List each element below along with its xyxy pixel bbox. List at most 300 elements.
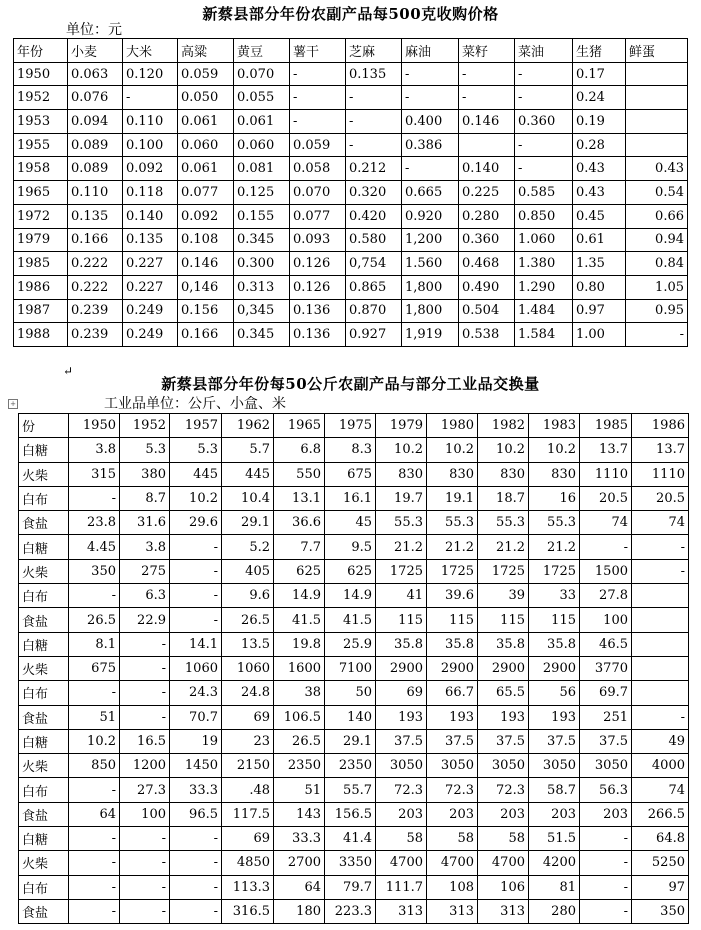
table2-title: 新蔡县部分年份每50公斤农副产品与部分工业品交换量 [161,375,540,393]
table-cell: 0.850 [515,204,573,228]
header-cell: 1985 [580,414,632,438]
header-cell: 生猪 [573,39,626,63]
table-cell: 1725 [376,559,427,583]
table-cell: 5.2 [222,535,274,559]
table-cell: 23 [222,729,274,753]
table-cell: 2900 [529,656,580,680]
table-cell: 14.9 [325,584,376,608]
header-row [19,414,689,438]
table-cell: 37.5 [529,729,580,753]
table-cell: 0.063 [68,62,123,86]
table-cell: 21.2 [427,535,478,559]
table-cell: 0.95 [626,299,688,323]
table-cell: 0.43 [626,157,688,181]
header-cell: 1965 [274,414,325,438]
table-cell: 27.8 [580,584,632,608]
table-cell: 0.665 [402,181,459,205]
table-cell: 1110 [580,462,632,486]
table-cell: 1.584 [515,323,573,347]
row-label-cell: 食盐 [19,802,69,826]
table-cell: 0.089 [68,133,123,157]
table-cell: 0.059 [178,62,234,86]
table-cell: 1.060 [515,228,573,252]
table-cell: 41.5 [325,608,376,632]
table-cell: 1450 [170,754,222,778]
table-cell: 38 [274,681,325,705]
table-cell: - [632,559,689,583]
table-cell: - [69,827,120,851]
table-cell: 72.3 [376,778,427,802]
table-cell: 111.7 [376,875,427,899]
table-cell: - [515,157,573,181]
table-cell: 51 [274,778,325,802]
table-cell: 2700 [274,851,325,875]
table-cell: 445 [170,462,222,486]
table-cell: 20.5 [632,486,689,510]
table-cell: - [170,851,222,875]
table-cell: 0.146 [178,252,234,276]
table-cell: 35.8 [478,632,529,656]
table-cell: 4700 [376,851,427,875]
table-cell: 625 [325,559,376,583]
table-cell: 58 [427,827,478,851]
header-cell: 芝麻 [346,39,402,63]
table-cell: 0.059 [290,133,346,157]
table-cell: 1,200 [402,228,459,252]
table-cell: 0.360 [515,110,573,134]
header-cell: 黄豆 [234,39,290,63]
table-cell: 0.155 [234,204,290,228]
row-label-cell: 火柴 [19,754,69,778]
table-cell: 2150 [222,754,274,778]
table-cell: 1600 [274,656,325,680]
row-label-cell: 食盐 [19,511,69,535]
table-row [19,656,689,680]
header-cell: 麻油 [402,39,459,63]
table-cell: 3050 [580,754,632,778]
table-cell: 10.2 [376,438,427,462]
table-cell: 41.4 [325,827,376,851]
row-label-cell: 白糖 [19,438,69,462]
table-cell: 26.5 [222,608,274,632]
table-cell: 0.239 [68,323,123,347]
row-label-cell: 1965 [14,181,68,205]
table-cell: 66.7 [427,681,478,705]
table-cell: 46.5 [580,632,632,656]
table-cell: .48 [222,778,274,802]
table-cell: 58.7 [529,778,580,802]
table-cell: 33 [529,584,580,608]
table-cell: 10.2 [478,438,529,462]
table-cell: 0.320 [346,181,402,205]
table-cell [632,656,689,680]
table-cell: 55.3 [478,511,529,535]
row-label-cell: 食盐 [19,705,69,729]
table-cell: 1500 [580,559,632,583]
table-cell: 0.125 [234,181,290,205]
header-cell: 1980 [427,414,478,438]
table-cell: 96.5 [170,802,222,826]
table-cell: 0.54 [626,181,688,205]
table-cell: 3050 [529,754,580,778]
table-cell: - [170,608,222,632]
table-cell: - [120,705,170,729]
table-cell: 24.8 [222,681,274,705]
table-cell: 79.7 [325,875,376,899]
table-cell: 58 [376,827,427,851]
table-cell: - [515,86,573,110]
table-cell: 50 [325,681,376,705]
table-row [14,133,688,157]
table-cell: 81 [529,875,580,899]
table-cell: 0.280 [459,204,515,228]
row-label-cell: 1987 [14,299,68,323]
table-cell: 72.3 [478,778,529,802]
table-cell: 69 [222,827,274,851]
table-cell: - [402,86,459,110]
table-cell: 0.239 [68,299,123,323]
table-cell: 37.5 [427,729,478,753]
table-cell: 0,345 [234,299,290,323]
table-cell: 0.110 [123,110,178,134]
table-cell: 64 [274,875,325,899]
table-cell: - [290,86,346,110]
table-row [14,252,688,276]
table-cell: 41.5 [274,608,325,632]
table-cell: 0.100 [123,133,178,157]
table-cell: 1060 [170,656,222,680]
table-cell: 9.5 [325,535,376,559]
table-row [19,559,689,583]
table-cell: 55.3 [376,511,427,535]
table-cell: 65.5 [478,681,529,705]
table-cell: 0.060 [178,133,234,157]
table-cell: 0.84 [626,252,688,276]
table-row [14,181,688,205]
header-cell: 大米 [123,39,178,63]
table-cell: 69 [376,681,427,705]
table-cell: 0.313 [234,275,290,299]
table-cell: 45 [325,511,376,535]
table-cell: 0.070 [290,181,346,205]
table-cell: 4.45 [69,535,120,559]
table-cell: 39 [478,584,529,608]
table-row [19,511,689,535]
table-cell [632,632,689,656]
header-cell: 菜籽 [459,39,515,63]
header-cell: 1983 [529,414,580,438]
table-cell: 39.6 [427,584,478,608]
table-cell: 0.225 [459,181,515,205]
table-cell: 193 [478,705,529,729]
table-cell: 280 [529,899,580,923]
table-cell: - [120,632,170,656]
table-cell: - [346,86,402,110]
table-cell: 0.222 [68,275,123,299]
table-row [14,86,688,110]
table-cell: 850 [69,754,120,778]
table-cell: - [69,778,120,802]
table-cell: 18.7 [478,486,529,510]
table-row [14,299,688,323]
table-row [14,275,688,299]
row-label-cell: 白糖 [19,827,69,851]
table-cell: 5.3 [120,438,170,462]
table-cell: 350 [69,559,120,583]
table-cell: 313 [376,899,427,923]
row-label-cell: 白布 [19,681,69,705]
table-row [14,62,688,86]
table-cell: 1725 [427,559,478,583]
table-cell [626,133,688,157]
table-row [19,584,689,608]
row-label-cell: 1955 [14,133,68,157]
table-row [19,535,689,559]
table-cell: 74 [632,511,689,535]
table-cell: - [459,86,515,110]
table-cell: 0.504 [459,299,515,323]
table-row [19,462,689,486]
table-cell: 0.43 [573,181,626,205]
table-cell: 0.227 [123,252,178,276]
table-cell: - [69,899,120,923]
table-cell: - [69,875,120,899]
table-cell: 0.126 [290,252,346,276]
table-cell: 51.5 [529,827,580,851]
table-cell: 0,146 [178,275,234,299]
table-cell: 69 [222,705,274,729]
table-cell: 1,800 [402,275,459,299]
row-label-cell: 火柴 [19,559,69,583]
table-cell: 14.9 [274,584,325,608]
table-cell: 0.345 [234,228,290,252]
table-cell: 97 [632,875,689,899]
table-cell: 0.400 [402,110,459,134]
table-cell: 0.108 [178,228,234,252]
table-cell: 0.126 [290,275,346,299]
exchange-table [18,413,689,924]
table-cell: 100 [120,802,170,826]
table-cell: 27.3 [120,778,170,802]
header-cell: 1950 [69,414,120,438]
header-cell: 1957 [170,414,222,438]
table-row [14,204,688,228]
table-cell: - [69,584,120,608]
table-cell: - [580,899,632,923]
table-cell: 0.092 [178,204,234,228]
table-cell: 19.7 [376,486,427,510]
row-label-cell: 1953 [14,110,68,134]
table-cell: 19 [170,729,222,753]
table-cell: 3.8 [69,438,120,462]
header-cell: 薯干 [290,39,346,63]
table-cell: 115 [427,608,478,632]
table-cell: 0.076 [68,86,123,110]
table-cell: - [69,486,120,510]
table-cell: 0.538 [459,323,515,347]
table-cell: 0.050 [178,86,234,110]
table-cell: - [170,899,222,923]
table-cell: - [459,62,515,86]
table-cell: 1.380 [515,252,573,276]
table-cell: 10.2 [427,438,478,462]
table-cell: 0.870 [346,299,402,323]
table-cell: 143 [274,802,325,826]
table-cell: 0.135 [346,62,402,86]
table-cell: 0.249 [123,323,178,347]
row-label-cell: 白糖 [19,632,69,656]
table-cell: 19.8 [274,632,325,656]
table-cell: 21.2 [376,535,427,559]
table-cell: 180 [274,899,325,923]
table-row [19,754,689,778]
table-cell: - [580,827,632,851]
table-cell: 0,754 [346,252,402,276]
row-label-cell: 火柴 [19,851,69,875]
table-cell: 0.468 [459,252,515,276]
table-cell: 445 [222,462,274,486]
table-cell: 193 [529,705,580,729]
table-cell: 35.8 [427,632,478,656]
table-cell: 64.8 [632,827,689,851]
table-cell: 13.5 [222,632,274,656]
table-cell: 0.386 [402,133,459,157]
table-cell: 74 [580,511,632,535]
table-cell: 16 [529,486,580,510]
table-cell [626,110,688,134]
table-cell: 106.5 [274,705,325,729]
table-cell: 193 [376,705,427,729]
table-row [14,157,688,181]
table-cell: 37.5 [376,729,427,753]
table-move-handle-icon[interactable]: + [8,399,18,409]
table-cell: 0.66 [626,204,688,228]
table-cell: 0.300 [234,252,290,276]
table-cell: - [290,62,346,86]
table-cell: 2350 [325,754,376,778]
row-label-cell: 火柴 [19,462,69,486]
table-cell: 0.060 [234,133,290,157]
table-cell: 0.058 [290,157,346,181]
table-cell: 0.249 [123,299,178,323]
table-cell: 0.110 [68,181,123,205]
table-cell: 675 [69,656,120,680]
table-cell: 0.360 [459,228,515,252]
table-cell [626,86,688,110]
table-cell: 49 [632,729,689,753]
table-cell: 16.1 [325,486,376,510]
table-cell: 0.156 [178,299,234,323]
table-cell: 0.927 [346,323,402,347]
table-cell: - [69,851,120,875]
table-cell: 140 [325,705,376,729]
table-cell: 20.5 [580,486,632,510]
table-cell: - [170,827,222,851]
row-label-cell: 1958 [14,157,68,181]
table-cell: 25.9 [325,632,376,656]
table-cell: 1110 [632,462,689,486]
table-row [14,110,688,134]
table-cell: 55.3 [529,511,580,535]
table-cell: 156.5 [325,802,376,826]
row-label-cell: 1950 [14,62,68,86]
table-cell: 41 [376,584,427,608]
header-cell: 菜油 [515,39,573,63]
table-cell: 0.580 [346,228,402,252]
table-cell: 26.5 [274,729,325,753]
table-cell: 21.2 [529,535,580,559]
table-cell: 0.345 [234,323,290,347]
header-cell: 鲜蛋 [626,39,688,63]
row-label-cell: 1979 [14,228,68,252]
header-cell: 1979 [376,414,427,438]
table-cell: 36.6 [274,511,325,535]
table-cell: 69.7 [580,681,632,705]
table-cell: 24.3 [170,681,222,705]
table-row [19,899,689,923]
table-cell: 0.28 [573,133,626,157]
header-cell: 份 [19,414,69,438]
table-cell: 13.7 [580,438,632,462]
table-cell: 1200 [120,754,170,778]
table-cell: 0.420 [346,204,402,228]
table-cell: 550 [274,462,325,486]
table-cell: 1725 [529,559,580,583]
table-cell: 316.5 [222,899,274,923]
table-cell: - [402,157,459,181]
table-cell: 7.7 [274,535,325,559]
table-cell: 0.17 [573,62,626,86]
table-cell: 0.94 [626,228,688,252]
table-cell: 0.089 [68,157,123,181]
table-cell: - [120,656,170,680]
table-cell: - [290,110,346,134]
text-cursor-mark: ↵ [63,364,74,378]
table-cell: 51 [69,705,120,729]
table-cell: 56.3 [580,778,632,802]
table-cell: 29.6 [170,511,222,535]
table-cell: - [580,851,632,875]
table-cell: 1.560 [402,252,459,276]
table-cell: 4700 [478,851,529,875]
header-cell: 小麦 [68,39,123,63]
table-cell: 1.484 [515,299,573,323]
table-cell: 113.3 [222,875,274,899]
row-label-cell: 白布 [19,875,69,899]
table-cell: - [632,535,689,559]
table-cell: - [580,535,632,559]
header-cell: 1952 [120,414,170,438]
table-cell: 193 [427,705,478,729]
table-cell: 0.97 [573,299,626,323]
table-cell: 0.166 [68,228,123,252]
table-cell: 4000 [632,754,689,778]
table-cell: 0.212 [346,157,402,181]
table-cell: 33.3 [170,778,222,802]
table-cell: 35.8 [376,632,427,656]
table-cell: - [170,875,222,899]
table-cell: 31.6 [120,511,170,535]
table-cell: 0.055 [234,86,290,110]
table-cell: 7100 [325,656,376,680]
row-label-cell: 1988 [14,323,68,347]
table-cell: 3050 [427,754,478,778]
table-cell: 9.6 [222,584,274,608]
header-cell: 1982 [478,414,529,438]
table1-unit: 单位：元 [66,22,122,38]
row-label-cell: 白糖 [19,535,69,559]
table-cell: 0.092 [123,157,178,181]
